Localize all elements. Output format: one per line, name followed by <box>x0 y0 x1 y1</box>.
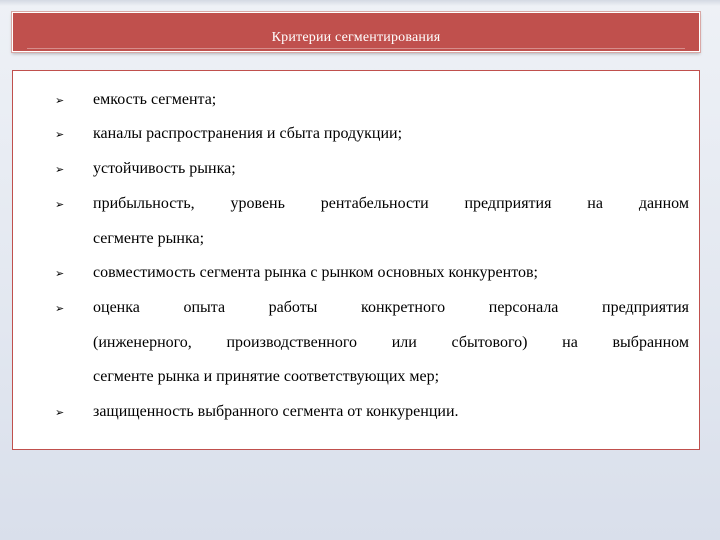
list-item-text <box>93 291 689 395</box>
criteria-list <box>12 70 700 450</box>
list-item-line: (инженерного, производственного или сбытового) на выбранном <box>93 333 689 351</box>
list-item-line: оценка опыта работы конкретного персонала предприятия <box>93 299 689 316</box>
list-item-line: каналы распространения и сбыта продукции; <box>93 125 403 142</box>
list-item-line: защищенность выбранного сегмента от конкуренции. <box>93 403 459 420</box>
arrow-bullet-icon: ➢ <box>55 129 65 141</box>
list-item-line: емкость сегмента; <box>93 91 217 108</box>
slide-title: Критерии сегментирования <box>271 30 441 45</box>
slide-top-shade <box>0 0 720 6</box>
list-item-text <box>93 187 689 256</box>
list-item-line: сегменте рынка и принятие соответствующих мер; <box>93 368 440 385</box>
list-item-text <box>93 152 689 187</box>
list-item-line: прибыльность, уровень рентабельности предприятия на данном <box>93 195 689 212</box>
list-item-text <box>93 256 689 291</box>
arrow-bullet-icon: ➢ <box>55 199 65 211</box>
list-item-line: устойчивость рынка; <box>93 160 236 177</box>
list-item-line: сегменте рынка; <box>93 229 205 247</box>
title-bar <box>12 12 700 52</box>
arrow-bullet-icon: ➢ <box>55 164 65 176</box>
list-item-text <box>93 117 689 152</box>
list-item-line: совместимость сегмента рынка с рынком основных конкурентов; <box>93 264 538 281</box>
list-item-text <box>93 83 689 118</box>
arrow-bullet-icon: ➢ <box>55 268 65 280</box>
list-item-text <box>93 395 689 430</box>
arrow-bullet-icon: ➢ <box>55 303 65 315</box>
arrow-bullet-icon: ➢ <box>55 407 65 419</box>
title-underline <box>27 48 685 49</box>
arrow-bullet-icon: ➢ <box>55 95 65 107</box>
